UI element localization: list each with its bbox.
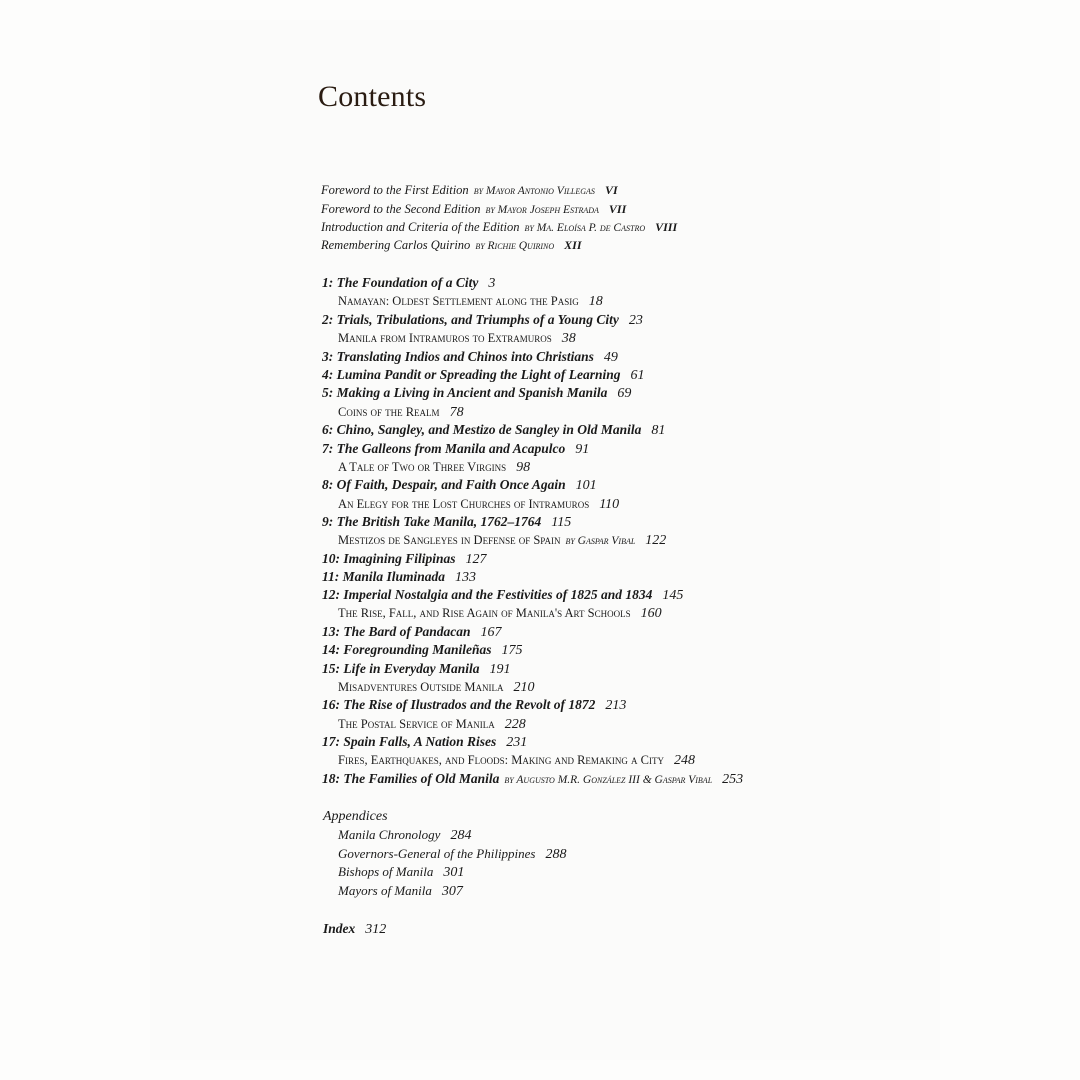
toc-label: 3: Translating Indios and Chinos into Christians [322, 349, 594, 364]
toc-page: VII [608, 202, 627, 216]
toc-label: Namayan: Oldest Settlement along the Pasig [338, 294, 579, 308]
toc-page: 3 [488, 276, 496, 291]
toc-page: VI [604, 183, 618, 197]
toc-label: Introduction and Criteria of the Edition [321, 220, 520, 234]
toc-chapter[interactable] [322, 641, 523, 660]
toc-label: 11: Manila Iluminada [322, 569, 446, 584]
toc-section[interactable] [338, 678, 535, 697]
toc-author: by Richie Quirino [475, 240, 555, 252]
toc-page: 69 [617, 386, 632, 401]
toc-author: by Augusto M.R. González III & Gaspar Vibal [504, 774, 713, 786]
toc-label: Governors-General of the Philippines [338, 846, 536, 861]
toc-label: Mayors of Manila [338, 883, 432, 898]
toc-section[interactable] [338, 495, 619, 514]
toc-label: 16: The Rise of Ilustrados and the Revolt of 1872 [322, 697, 596, 712]
toc-page: 248 [674, 753, 695, 768]
toc-label: 15: Life in Everyday Manila [322, 661, 480, 676]
toc-page: 231 [506, 735, 528, 750]
toc-page: 38 [561, 331, 576, 346]
toc-page: 101 [575, 478, 597, 493]
toc-page: VIII [655, 220, 678, 234]
toc-page: 23 [628, 313, 643, 328]
toc-page: 98 [516, 460, 531, 475]
toc-label: 7: The Galleons from Manila and Acapulco [322, 441, 566, 456]
toc-front-item[interactable] [321, 200, 626, 219]
toc-chapter[interactable] [322, 366, 645, 385]
toc-label: 10: Imagining Filipinas [322, 551, 456, 566]
toc-label: Index [323, 921, 356, 936]
toc-index[interactable] [323, 920, 386, 939]
toc-label: Coins of the Realm [338, 405, 440, 419]
toc-author: by Mayor Joseph Estrada [485, 204, 599, 216]
toc-chapter[interactable] [322, 421, 665, 440]
toc-chapter[interactable] [322, 696, 626, 715]
toc-page: 91 [575, 442, 590, 457]
toc-chapter[interactable] [322, 513, 571, 532]
toc-page: 284 [450, 828, 472, 843]
toc-chapter[interactable] [322, 550, 487, 569]
toc-chapter[interactable] [322, 568, 476, 587]
toc-label: Foreword to the First Edition [321, 183, 469, 197]
toc-page: 18 [588, 294, 603, 309]
toc-label: Manila Chronology [338, 827, 441, 842]
toc-label: Fires, Earthquakes, and Floods: Making and Remaking a City [338, 753, 664, 767]
toc-page: 167 [480, 625, 502, 640]
toc-page: 78 [449, 405, 464, 420]
toc-label: A Tale of Two or Three Virgins [338, 460, 507, 474]
toc-page: 191 [489, 662, 511, 677]
toc-chapter[interactable] [322, 660, 510, 679]
toc-appendix[interactable] [338, 882, 463, 901]
toc-label: Remembering Carlos Quirino [321, 238, 471, 252]
toc-section[interactable] [338, 329, 576, 348]
toc-author: by Mayor Antonio Villegas [473, 185, 595, 197]
toc-page: 160 [640, 606, 662, 621]
toc-label: Misadventures Outside Manila [338, 680, 504, 694]
toc-label: 9: The British Take Manila, 1762–1764 [322, 514, 542, 529]
toc-label: Bishops of Manila [338, 864, 434, 879]
toc-page: 49 [603, 350, 618, 365]
toc-label: 4: Lumina Pandit or Spreading the Light of Learning [322, 367, 621, 382]
toc-page: 228 [504, 717, 526, 732]
toc-label: 14: Foregrounding Manileñas [322, 642, 492, 657]
toc-author: by Ma. Eloísa P. de Castro [524, 222, 646, 234]
toc-page: 110 [599, 497, 620, 512]
toc-chapter[interactable] [322, 770, 743, 789]
toc-section[interactable] [338, 403, 464, 422]
toc-label: 18: The Families of Old Manila [322, 771, 500, 786]
toc-page: 307 [441, 884, 463, 899]
toc-chapter[interactable] [322, 274, 495, 293]
toc-page: 81 [651, 423, 666, 438]
toc-page: 210 [513, 680, 535, 695]
toc-page: 145 [662, 588, 684, 603]
toc-chapter[interactable] [322, 476, 597, 495]
toc-chapter[interactable] [322, 384, 631, 403]
toc-page: XII [564, 238, 582, 252]
toc-label: Foreword to the Second Edition [321, 202, 481, 216]
toc-label: 6: Chino, Sangley, and Mestizo de Sangley in Old Manila [322, 422, 642, 437]
toc-page: 175 [501, 643, 523, 658]
toc-appendix[interactable] [338, 845, 567, 864]
toc-label: 13: The Bard of Pandacan [322, 624, 471, 639]
toc-page: 301 [443, 865, 465, 880]
toc-section[interactable] [338, 604, 662, 623]
toc-label: 8: Of Faith, Despair, and Faith Once Again [322, 477, 566, 492]
toc-page: 127 [465, 552, 487, 567]
toc-chapter[interactable] [322, 733, 527, 752]
toc-section[interactable] [338, 458, 530, 477]
toc-page: 288 [545, 847, 567, 862]
toc-front-item[interactable] [321, 181, 618, 200]
toc-page: 213 [605, 698, 627, 713]
toc-section[interactable] [338, 751, 695, 770]
toc-front-item[interactable] [321, 218, 677, 237]
toc-label: An Elegy for the Lost Churches of Intramuros [338, 497, 590, 511]
toc-page: 122 [645, 533, 667, 548]
toc-appendix[interactable] [338, 863, 464, 882]
appendices-heading: Appendices [323, 809, 388, 824]
toc-page: 133 [455, 570, 477, 585]
toc-chapter[interactable] [322, 440, 589, 459]
toc-section[interactable] [338, 715, 526, 734]
toc-label: The Postal Service of Manila [338, 717, 495, 731]
toc-appendix[interactable] [338, 826, 471, 845]
toc-label: 2: Trials, Tribulations, and Triumphs of a Young City [322, 312, 619, 327]
toc-label: 12: Imperial Nostalgia and the Festivities of 1825 and 1834 [322, 587, 653, 602]
toc-label: Manila from Intramuros to Extramuros [338, 331, 552, 345]
toc-page: 115 [551, 515, 572, 530]
toc-chapter[interactable] [322, 623, 502, 642]
toc-label: Mestizos de Sangleyes in Defense of Spain [338, 533, 561, 547]
toc-author: by Gaspar Vibal [565, 535, 636, 547]
toc-chapter[interactable] [322, 586, 683, 605]
toc-label: The Rise, Fall, and Rise Again of Manila's Art Schools [338, 606, 631, 620]
page-title: Contents [318, 80, 427, 113]
toc-label: 1: The Foundation of a City [322, 275, 479, 290]
toc-chapter[interactable] [322, 348, 618, 367]
toc-page: 61 [630, 368, 645, 383]
toc-section[interactable] [338, 292, 603, 311]
toc-section[interactable] [338, 531, 666, 550]
toc-label: 5: Making a Living in Ancient and Spanish Manila [322, 385, 608, 400]
toc-front-item[interactable] [321, 236, 582, 255]
toc-chapter[interactable] [322, 311, 643, 330]
toc-page: 312 [365, 922, 387, 937]
toc-page: 253 [722, 772, 744, 787]
toc-label: 17: Spain Falls, A Nation Rises [322, 734, 497, 749]
